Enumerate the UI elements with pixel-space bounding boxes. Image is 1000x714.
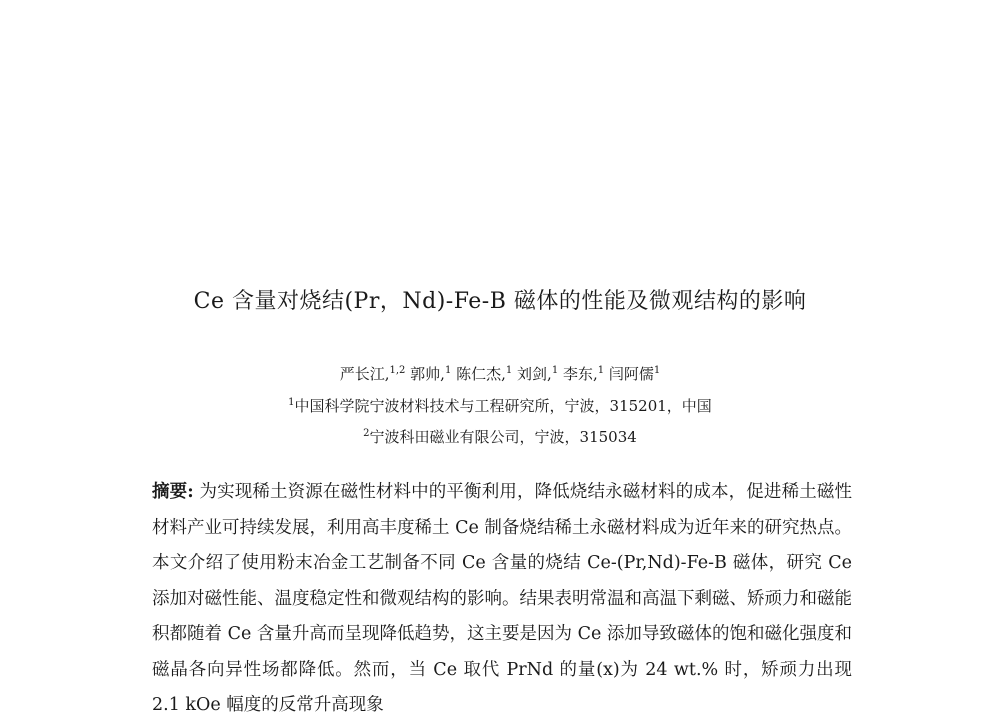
affiliation-text: 中国科学院宁波材料技术与工程研究所，宁波，315201，中国 <box>294 397 712 415</box>
affiliation-1 <box>0 395 1000 416</box>
abstract-label: 摘要: <box>152 482 194 502</box>
author-name: 闫阿儒 <box>608 365 654 383</box>
author-name: 郭帅, <box>410 365 445 383</box>
author-name: 陈仁杰, <box>456 365 506 383</box>
author-affil-sup: 1 <box>653 365 661 376</box>
author-name: 严长江, <box>339 365 390 383</box>
affiliation-2 <box>0 426 1000 447</box>
abstract <box>152 475 852 714</box>
author-name: 李东, <box>562 365 598 383</box>
author-affil-sup: 1 <box>505 365 513 376</box>
affiliation-text: 宁波科田磁业有限公司，宁波，315034 <box>369 428 637 446</box>
author-list <box>0 363 1000 384</box>
author-affil-sup: 1,2 <box>389 365 406 376</box>
author-affil-sup: 1 <box>444 365 452 376</box>
abstract-text: 为实现稀土资源在磁性材料中的平衡利用，降低烧结永磁材料的成本，促进稀土磁性材料产业可持续发展，利用高丰度稀土 Ce 制备烧结稀土永磁材料成为近年来的研究热点。本文介绍了使用粉末冶金工艺制备不同 Ce 含量的烧结 Ce-(Pr,Nd)-Fe-B 磁体，研究 Ce 添加对磁性能、温度稳定性和微观结构的影响。结果表明常温和高温下剩磁、矫顽力和磁能积都随着 Ce 含量升高而呈现降低趋势，这主要是因为 Ce 添加导致磁体的饱和磁化强度和磁晶各向异性场都降低。然而，当 Ce 取代 PrNd 的量(x)为 24 wt.% 时，矫顽力出现 2.1 kOe 幅度的反常升高现象 <box>152 482 852 714</box>
affiliation-sup: 2 <box>363 428 370 439</box>
author-affil-sup: 1 <box>597 365 605 376</box>
author-affil-sup: 1 <box>551 365 559 376</box>
author-name: 刘剑, <box>517 365 552 383</box>
paper-title: Ce 含量对烧结(Pr，Nd)-Fe-B 磁体的性能及微观结构的影响 <box>193 289 807 314</box>
affiliation-sup: 1 <box>288 397 295 408</box>
